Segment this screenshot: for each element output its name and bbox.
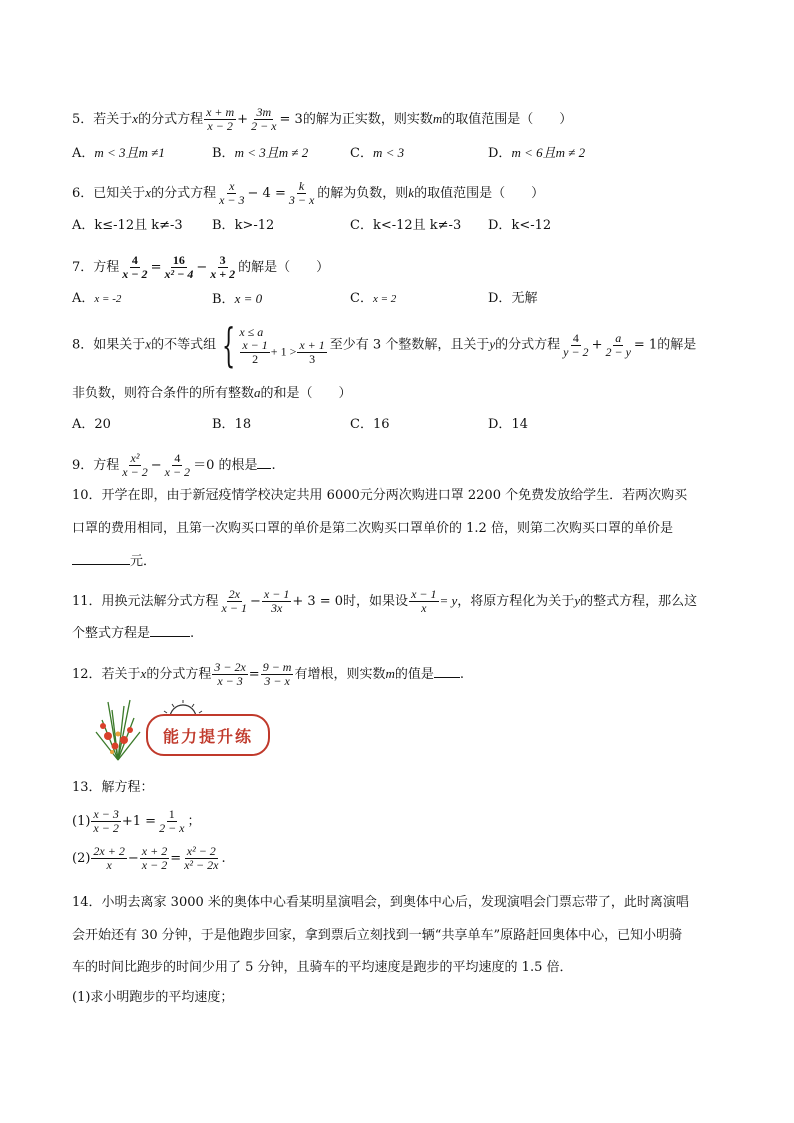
- q10-line2: 口罩的费用相同，且第一次购买口罩的单价是第二次购买口罩单价的 1.2 倍，则第二次购买口罩的单价是: [72, 521, 673, 536]
- q10-answer-blank[interactable]: [72, 552, 130, 565]
- q14-part1: (1)求小明跑步的平均速度；: [72, 990, 234, 1005]
- q5-suffix-b: 的取值范围是（ ）: [442, 112, 573, 127]
- q7-frac1: $\frac{4}{x - 2}$: [122, 253, 148, 281]
- q7-option-c[interactable]: C．x = 2: [350, 291, 397, 306]
- q12-frac2: $\frac{9 - m}{3 - x}$: [262, 660, 292, 688]
- q5-option-a[interactable]: A．m < 3且m ≠1: [72, 145, 165, 161]
- q5-frac1: $\frac{x + m}{x - 2}$: [206, 105, 235, 133]
- q9-stem: 9．方程 $\frac{\text{x²}}{x - 2}$ − $\frac{4}{x - 2}$ ＝0 的根是 .: [72, 451, 276, 479]
- q13-title: 13．解方程：: [72, 780, 154, 795]
- q8-frac1: $\frac{4}{y - 2}$: [563, 330, 589, 359]
- q11-stem: 11．用换元法解分式方程 $\frac{2x}{x - 1}$ − $\frac{x - 1}{3x}$ + 3 = 0时，如果设 $\frac{x - 1}{x}$ = y，将原方程化为关于y的整式方程，那么这: [72, 587, 698, 615]
- q8-inequality-system: { x ≤ a $\frac{x - 1}{2}$ + 1 > $\frac{x + 1}{3}$: [222, 318, 325, 372]
- q6-frac1: $\frac{x}{x - 3}$: [219, 179, 245, 207]
- q10-line3: 元．: [72, 552, 156, 571]
- q7-frac2: $\frac{16}{\text{x² − 4}}$: [164, 253, 194, 281]
- q5-prefix: 5．若关于: [72, 112, 133, 127]
- q11-frac2: $\frac{x - 1}{3x}$: [263, 587, 290, 615]
- q5-rhs: = 3: [279, 112, 303, 127]
- q7-option-a[interactable]: A．x = -2: [72, 291, 122, 306]
- q14-line1: 14．小明去离家 3000 米的奥体中心看某明星演唱会，到奥体中心后，发现演唱会门票忘带了，此时离演唱: [72, 895, 689, 910]
- q6-option-a[interactable]: A．k≤-12且 k≠-3: [72, 218, 183, 233]
- q5-option-b[interactable]: B．m < 3且m ≠ 2: [212, 145, 309, 161]
- q12-answer-blank[interactable]: [434, 665, 460, 678]
- q11-frac3: $\frac{x - 1}{x}$: [411, 587, 437, 615]
- q5-var: x: [132, 111, 139, 126]
- q7-option-b[interactable]: B．x = 0: [212, 291, 263, 307]
- q12-frac1: $\frac{3 - 2x}{x - 3}$: [214, 660, 246, 688]
- q8-option-c[interactable]: C．16: [350, 417, 390, 432]
- q5-suffix-a: 的解为正实数，则实数: [302, 112, 433, 127]
- q8-line2: 非负数，则符合条件的所有整数a的和是（ ）: [72, 385, 352, 401]
- q5-mid: 的分式方程: [138, 112, 204, 127]
- q8-option-b[interactable]: B．18: [212, 417, 252, 432]
- q12-stem: 12．若关于x的分式方程 $\frac{3 - 2x}{x - 3}$ = $\frac{9 - m}{3 - x}$ 有增根，则实数m的值是 .: [72, 660, 465, 688]
- q5-frac2: $\frac{3m}{2 - x}$: [251, 105, 277, 133]
- q11-frac1: $\frac{2x}{x - 1}$: [221, 587, 247, 615]
- section-banner-box: [146, 714, 270, 756]
- q5-plus: +: [237, 112, 249, 127]
- q13-part2: (2) $\frac{2x + 2}{x}$ − $\frac{x + 2}{x - 2}$ = $\frac{\text{x² − 2}}{\text{x² − 2x}}$ .: [72, 844, 226, 872]
- q7-option-d[interactable]: D．无解: [488, 291, 538, 306]
- q5-option-d[interactable]: D．m < 6且m ≠ 2: [488, 145, 586, 161]
- q6-frac2: $\frac{k}{3 - x}$: [288, 179, 315, 207]
- q7-frac3: $\frac{3}{x + 2}$: [210, 253, 236, 281]
- q6-stem: 6．已知关于x的分式方程 $\frac{x}{x - 3}$ − 4 = $\frac{k}{3 - x}$ 的解为负数，则k的取值范围是（ ）: [72, 179, 545, 207]
- q6-option-b[interactable]: B．k>-12: [212, 218, 275, 233]
- flower-illustration-icon: [88, 692, 148, 762]
- q6-option-d[interactable]: D．k<-12: [488, 218, 552, 233]
- q11-answer-blank[interactable]: [150, 624, 190, 637]
- q8-stem: 8．如果关于x的不等式组 { x ≤ a $\frac{x - 1}{2}$ + 1 > $\frac{x + 1}{3}$ 至少有 3 个整数解，且关于y的分式方程 $\frac{4}{y - 2}$ + $\frac{a}{2 - y}$ = 1的解是: [72, 318, 697, 372]
- q8-frac2: $\frac{a}{2 - y}$: [605, 330, 631, 359]
- q5-option-c[interactable]: C．m < 3: [350, 145, 405, 161]
- q6-option-c[interactable]: C．k<-12且 k≠-3: [350, 218, 462, 233]
- q9-answer-blank[interactable]: [257, 456, 271, 469]
- q14-line3: 车的时间比跑步的时间少用了 5 分钟，且骑车的平均速度是跑步的平均速度的 1.5 倍．: [72, 960, 573, 975]
- q10-line1: 10．开学在即，由于新冠疫情学校决定共用 6000元分两次购进口罩 2200 个免费发放给学生．若两次购买: [72, 488, 688, 503]
- q7-stem: 7．方程 $\frac{4}{x - 2}$ = $\frac{16}{\text{x² − 4}}$ − $\frac{3}{x + 2}$ 的解是（ ）: [72, 253, 330, 281]
- q5-stem: [72, 106, 572, 133]
- q13-part1: (1) $\frac{x - 3}{x - 2}$ +1 = $\frac{1}{2 - x}$ ；: [72, 807, 201, 835]
- q8-option-d[interactable]: D．14: [488, 417, 528, 432]
- q11-line2: 个整式方程是 .: [72, 626, 195, 641]
- q14-line2: 会开始还有 30 分钟，于是他跑步回家，拿到票后立刻找到一辆“共享单车”原路赶回奥体中心，已知小明骑: [72, 928, 683, 943]
- q9-frac1: $\frac{\text{x²}}{x - 2}$: [122, 451, 148, 479]
- q9-frac2: $\frac{4}{x - 2}$: [164, 451, 191, 479]
- section-banner-title: 能力提升练: [162, 726, 253, 746]
- q8-option-a[interactable]: A．20: [72, 417, 111, 432]
- q5-var-m: m: [432, 111, 443, 126]
- section-banner: [92, 692, 272, 762]
